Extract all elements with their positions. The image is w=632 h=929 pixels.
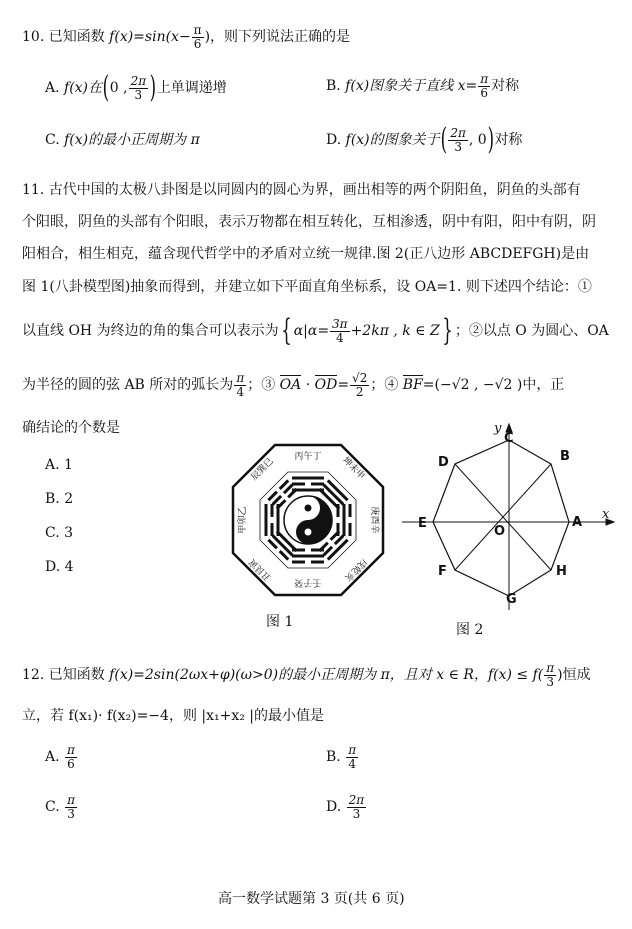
q12-option-c[interactable] [45, 794, 78, 820]
q12-l1-func: f(x)=2sin(2ωx+φ)(ω>0)的最小正周期为 π，且对 x ∈ R，f(x) ≤ f( [109, 667, 544, 684]
q12-d-label: D. [326, 799, 346, 816]
q11-set-a: α|α= [293, 323, 330, 339]
paren-left: ( [102, 70, 110, 105]
x-axis-label: x [602, 507, 610, 522]
vertex-a-label: A [572, 515, 583, 530]
q11-line7: 确结论的个数是 [22, 420, 120, 436]
q12-a-den: 6 [67, 756, 75, 771]
q11-l6-frac2 [350, 372, 369, 398]
q10-d-num: 2π [450, 125, 466, 140]
trigram-label-e: 甲卯乙 [238, 506, 248, 534]
q12-c-label: C. [45, 799, 65, 816]
q10-c-text: f(x)的最小正周期为 π [64, 132, 200, 148]
vertex-g-label: G [506, 592, 517, 607]
q12-b-num: π [348, 743, 357, 757]
q10-a-den: 3 [134, 87, 143, 102]
q10-d-text: f(x)的图象关于 [345, 132, 440, 148]
q11-option-a[interactable]: A. 1 [45, 457, 73, 473]
figure-1-caption: 图 1 [266, 614, 294, 630]
q11-l6-num2: √2 [352, 371, 368, 385]
q12-d-frac [347, 794, 367, 820]
q10-b-num: π [480, 72, 489, 86]
q10-b-text: f(x)图象关于直线 x= [345, 78, 478, 95]
q10-d-label: D. [326, 132, 346, 148]
vertex-h-label: H [556, 564, 567, 579]
octagon-abcdefgh [433, 440, 569, 596]
q12-l1-tail: )恒成 [557, 667, 591, 684]
taiji-yin-yang-icon [284, 496, 332, 544]
octagon-figure [396, 418, 622, 614]
q11-line6 [22, 372, 564, 398]
vertex-c-label: C [504, 431, 514, 446]
brace-right: } [442, 313, 453, 348]
trigram-label-n: 壬子癸 [294, 577, 322, 587]
q11-line2: 个阳眼，阴鱼的头部有个阳眼，表示万物都在相互转化，互相渗透，阴中有阳，阳中有阴，阴 [22, 214, 596, 230]
q11-l6-text: 为半径的圆的弦 AB 所对的弧长为 [22, 377, 234, 394]
dot-op: · [301, 377, 315, 394]
q10-func: f(x)=sin(x− [109, 29, 191, 46]
q11-l5-tail: ；②以点 O 为圆心、OA [454, 323, 609, 339]
q10-a-num: 2π [130, 73, 147, 88]
q12-option-b[interactable] [326, 744, 359, 770]
q12-b-frac [346, 744, 358, 770]
q11-set-den: 4 [335, 330, 344, 345]
paren-left: ( [440, 122, 447, 157]
q11-line4: 图 1(八卦模型图)抽象而得到，并建立如下平面直角坐标系，设 OA=1. 则下述四个结论：① [22, 279, 592, 295]
vector-oa: OA [279, 377, 302, 394]
trigram-label-s: 丙午丁 [294, 452, 322, 462]
q10-a-lo: 0 , [109, 80, 128, 96]
q11-line1: 11. 古代中国的太极八卦图是以同圆内的圆心为界，画出相等的两个阴阳鱼，阴鱼的头部有 [22, 182, 581, 198]
q10-b-den: 6 [480, 85, 489, 100]
q11-l6-den2: 2 [355, 384, 364, 399]
q11-set-frac [330, 318, 350, 344]
eq-op: = [337, 377, 350, 394]
q12-l1-frac [544, 662, 556, 688]
q12-l1-den: 3 [546, 674, 554, 689]
vertex-f-label: F [438, 564, 447, 579]
trigram-label-se: 辰巽巳 [249, 456, 276, 483]
q11-option-c[interactable]: C. 3 [45, 525, 74, 541]
page-footer: 高一数学试题第 3 页(共 6 页) [218, 891, 405, 907]
q10-option-b[interactable] [326, 73, 519, 99]
q10-stem-tail: )，则下列说法正确的是 [204, 29, 351, 46]
q10-d-frac [448, 127, 468, 153]
origin-o-label: O [494, 524, 506, 539]
q11-set-num: 3π [332, 316, 348, 331]
q10-c-label: C. [45, 132, 65, 148]
q12-d-den: 3 [352, 806, 361, 821]
q11-l6-sep2: ；④ [370, 377, 403, 394]
q10-b-frac [478, 73, 490, 99]
q10-frac-den: 6 [193, 36, 202, 51]
q12-a-label: A. [45, 749, 65, 766]
bagua-figure [228, 440, 388, 600]
vector-od: OD [314, 377, 338, 394]
q11-set-b: +2kπ , k ∈ Z [350, 323, 440, 339]
q12-l1-text: 12. 已知函数 [22, 667, 110, 684]
q11-l6-sep: ；③ [247, 377, 280, 394]
q12-option-a[interactable] [45, 744, 78, 770]
q10-option-a[interactable] [45, 70, 227, 105]
paren-right: ) [149, 70, 157, 105]
q11-option-d[interactable]: D. 4 [45, 559, 74, 575]
y-axis-label: y [494, 421, 502, 436]
vertex-b-label: B [560, 449, 570, 464]
q12-d-num: 2π [348, 793, 365, 807]
q11-l6-tail: =(−√2 , −√2 )中，正 [422, 377, 565, 394]
q12-c-num: π [67, 793, 76, 807]
trigram-label-ne: 丑艮寅 [247, 556, 274, 583]
q11-l6-num: π [236, 371, 245, 385]
q10-d-mid: , 0 [468, 132, 487, 148]
q10-d-tail: 对称 [494, 132, 523, 148]
trigram-label-sw: 坤未申 [340, 455, 367, 482]
q12-line1 [22, 662, 591, 688]
q10-option-c[interactable] [45, 132, 200, 149]
q12-a-num: π [67, 743, 75, 757]
vertex-d-label: D [438, 455, 449, 470]
q12-l1-num: π [546, 661, 555, 675]
q12-option-d[interactable] [326, 794, 367, 820]
q11-l6-frac [234, 372, 246, 398]
trigram-label-nw: 戌乾亥 [342, 556, 369, 583]
q10-b-label: B. [326, 78, 346, 95]
figure-2-caption: 图 2 [456, 622, 484, 638]
q10-stem [22, 24, 350, 50]
q10-a-tail: 上单调递增 [156, 80, 227, 96]
q10-frac-num: π [193, 23, 202, 37]
q12-c-frac [65, 794, 77, 820]
vector-bf: BF [402, 377, 423, 394]
q10-a-text: f(x)在 [64, 80, 103, 96]
q11-option-b[interactable]: B. 2 [45, 491, 74, 507]
q12-a-frac [65, 744, 77, 770]
q10-b-tail: 对称 [491, 78, 520, 95]
q11-l6-den: 4 [236, 384, 245, 399]
brace-left: { [280, 313, 292, 348]
trigram-label-w: 庚酉辛 [369, 506, 379, 534]
q10-option-d[interactable] [326, 122, 523, 157]
q12-b-den: 4 [348, 756, 356, 771]
q12-line2: 立，若 f(x₁)· f(x₂)=−4，则 |x₁+x₂ |的最小值是 [22, 708, 325, 724]
q10-frac [192, 24, 204, 50]
q11-line5 [22, 313, 609, 348]
q10-d-den: 3 [454, 139, 462, 154]
q10-a-frac [129, 75, 149, 101]
q12-b-label: B. [326, 749, 346, 766]
q10-a-label: A. [45, 80, 65, 96]
q12-c-den: 3 [67, 806, 75, 821]
vertex-e-label: E [418, 516, 427, 531]
q11-l5-text: 以直线 OH 为终边的角的集合可以表示为 [22, 323, 279, 339]
paren-right: ) [487, 122, 494, 157]
q10-stem-text: 10. 已知函数 [22, 29, 110, 46]
q11-line3: 阳相合，相生相克，蕴含现代哲学中的矛盾对立统一规律.图 2(正八边形 ABCDEFGH)是由 [22, 246, 590, 262]
